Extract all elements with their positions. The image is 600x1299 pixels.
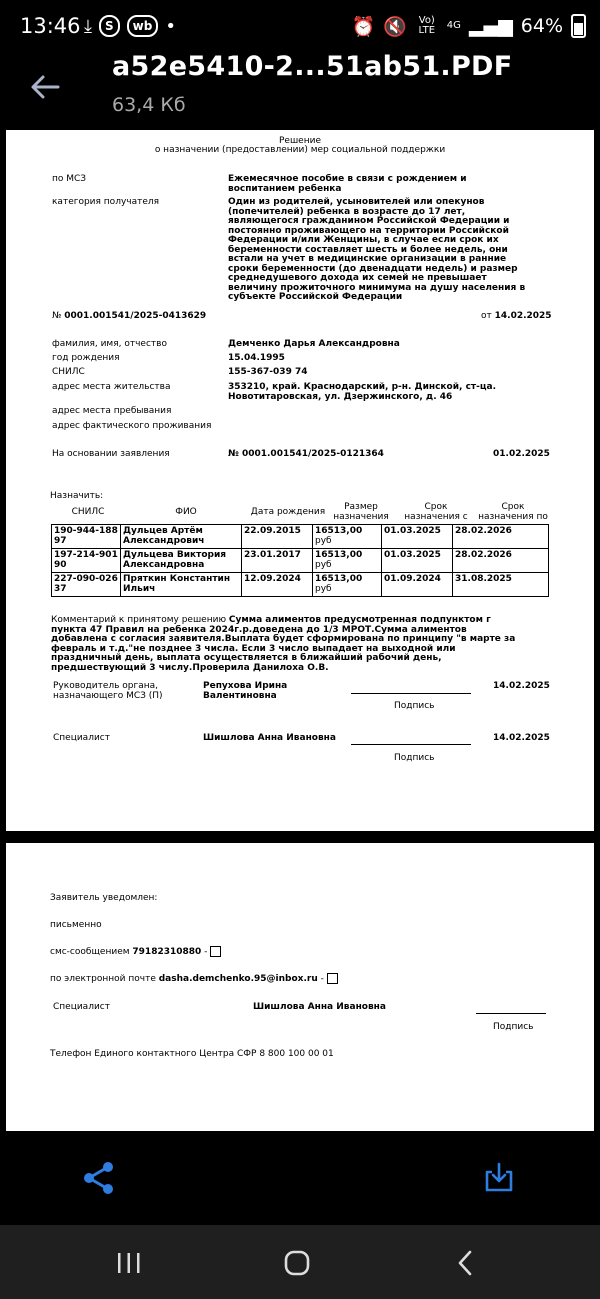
cell-dob: 12.09.2024 [242,573,313,597]
email-checkbox[interactable] [327,973,338,984]
app-header [0,51,600,130]
pdf-page-1 [6,130,594,831]
doc-subtitle: о назначении (предоставлении) мер социальной поддержки [154,145,446,155]
snils-label: СНИЛС [52,367,85,377]
cell-to: 28.02.2026 [453,525,549,549]
wb-app-icon: wb [127,15,159,37]
fio-label: фамилия, имя, отчество [52,339,167,349]
birth-label: год рождения [52,353,120,363]
spec-label: Специалист [53,733,110,743]
back-nav-icon[interactable] [455,1249,475,1277]
decision-date: от 14.02.2025 [481,311,552,321]
col-header-snils: СНИЛС [71,507,105,517]
cell-snils: 197-214-901 90 [52,549,121,573]
system-nav-bar [0,1225,600,1299]
head-name: Репухова Ирина Валентиновна [203,681,288,701]
msz-value: Ежемесячное пособие в связи с рождением и воспитанием ребенка [228,174,467,194]
s-app-icon: S [99,15,120,37]
clock: 13:46 [20,14,81,38]
mute-icon: 🔇 [383,15,407,38]
doc-title: Решение [278,136,321,146]
col-header-to: Срок назначения по [478,502,548,522]
col-header-from: Срок назначения с [404,502,468,522]
cell-dob: 23.01.2017 [242,549,313,573]
cell-snils: 227-090-026 37 [52,573,121,597]
spec-signature-line [351,744,471,745]
table-row [52,549,549,573]
spec-name: Шишлова Анна Ивановна [203,733,336,743]
cell-amount: 16513,00 руб [313,525,382,549]
assignment-table [51,524,549,597]
email-line: по электронной почте dasha.demchenko.95@inbox.ru - [50,973,338,985]
birth-value: 15.04.1995 [228,353,285,363]
head-date: 14.02.2025 [493,681,550,691]
cell-from: 01.09.2024 [382,573,453,597]
basis-date: 01.02.2025 [493,449,550,459]
cell-to: 31.08.2025 [453,573,549,597]
col-header-fio: ФИО [175,507,197,517]
basis-label: На основании заявления [52,449,170,459]
download-icon: ⤓ [84,15,92,37]
cell-to: 28.02.2026 [453,549,549,573]
stay-address-label: адрес места пребывания [52,406,172,416]
category-value: Один из родителей, усыновителей или опекунов (попечителей) ребенка в возрасте до 17 лет, являющегося гражданином Российской Федерации и постоянно проживающего на территории Российской Федерации и/или Женщины, в случае если срок их беременности составляет шесть и более недель, они встали на учет в медицинские организации в ранние сроки беременности (до двенадцати недель) и размер среднедушевого дохода их семей не превышает величину прожиточного минимума на душу населения в субъекте Российской Федерации [228,197,526,302]
cell-fio: Дульцев Артём Александрович [121,525,242,549]
spec2-sign-caption: Подпись [493,1022,534,1032]
back-arrow-icon[interactable] [28,70,62,104]
assign-label: Назначить: [50,491,104,501]
col-header-amount: Размер назначения [333,502,389,522]
cell-from: 01.03.2025 [382,549,453,573]
address-label: адрес места жительства [52,382,171,392]
bottom-action-bar [0,1131,600,1225]
save-download-icon[interactable] [483,1162,515,1194]
head-signature-line [351,693,471,694]
table-row [52,525,549,549]
basis-number: № 0001.001541/2025-0121364 [228,449,384,459]
cell-fio: Пряткин Константин Ильич [121,573,242,597]
category-label: категория получателя [52,197,160,207]
battery-percent: 64% [520,15,563,37]
volte-indicator: Vo) LTE [418,15,436,36]
phone-line: Телефон Единого контактного Центра СФР 8 800 100 00 01 [50,1049,334,1059]
alarm-icon: ⏰ [351,15,376,38]
address-value: 353210, край. Краснодарский, р-н. Динской, ст-ца. Новотитаровская, ул. Дзержинского, д. 46 [228,382,497,402]
actual-address-label: адрес фактического проживания [52,421,212,431]
spec2-name: Шишлова Анна Ивановна [253,1002,386,1012]
battery-icon [571,14,586,38]
network-type: 4G [446,20,461,31]
cell-dob: 22.09.2015 [242,525,313,549]
col-header-dob: Дата рождения [250,507,326,517]
pdf-page-2 [6,843,594,1131]
cell-fio: Дульцева Виктория Александровна [121,549,242,573]
share-icon[interactable] [82,1161,116,1195]
sms-line: смс-сообщением 79182310880 - [50,946,221,958]
decision-number: № 0001.001541/2025-0413629 [52,311,207,321]
head-sign-caption: Подпись [394,701,435,711]
signal-icon: ▂▄▆ [468,15,513,37]
cell-amount: 16513,00 руб [313,573,382,597]
cell-amount: 16513,00 руб [313,549,382,573]
spec2-label: Специалист [53,1002,110,1012]
fio-value: Демченко Дарья Александровна [228,339,400,349]
dot-icon: • [165,15,176,37]
spec-sign-caption: Подпись [394,753,435,763]
head-label: Руководитель органа, назначающего МСЗ (П) [53,681,163,701]
spec-date: 14.02.2025 [493,733,550,743]
cell-snils: 190-944-188 97 [52,525,121,549]
home-icon[interactable] [283,1249,311,1277]
notified-label: Заявитель уведомлен: [50,893,158,903]
sms-checkbox[interactable] [210,946,221,957]
written-label: письменно [50,920,102,930]
file-title: a52e5410-2...51ab51.PDF [112,51,513,82]
recent-apps-icon[interactable] [116,1251,142,1275]
status-bar [0,0,600,56]
msz-label: по МСЗ [52,174,87,184]
cell-from: 01.03.2025 [382,525,453,549]
spec2-signature-line [476,1013,546,1014]
table-row [52,573,549,597]
snils-value: 155-367-039 74 [228,367,308,377]
comment: Комментарий к принятому решению Сумма алиментов предусмотренная подпунктом г пункта 47 Правил на ребенка 2024г.р.доведена до 1/3 МРОТ.Сумма алиментов добавлена с согласия заявителя.Выплата будет сформирована по принципу "в марте за февраль и т.д."не позднее 3 числа. Если 3 число выпадает на выходной или праздничный день, выплата осуществляется в ближайший рабочий день, предшествующий 3 числу.Проверила Данилоха О.В. [51,615,516,673]
file-size: 63,4 Кб [112,94,186,116]
